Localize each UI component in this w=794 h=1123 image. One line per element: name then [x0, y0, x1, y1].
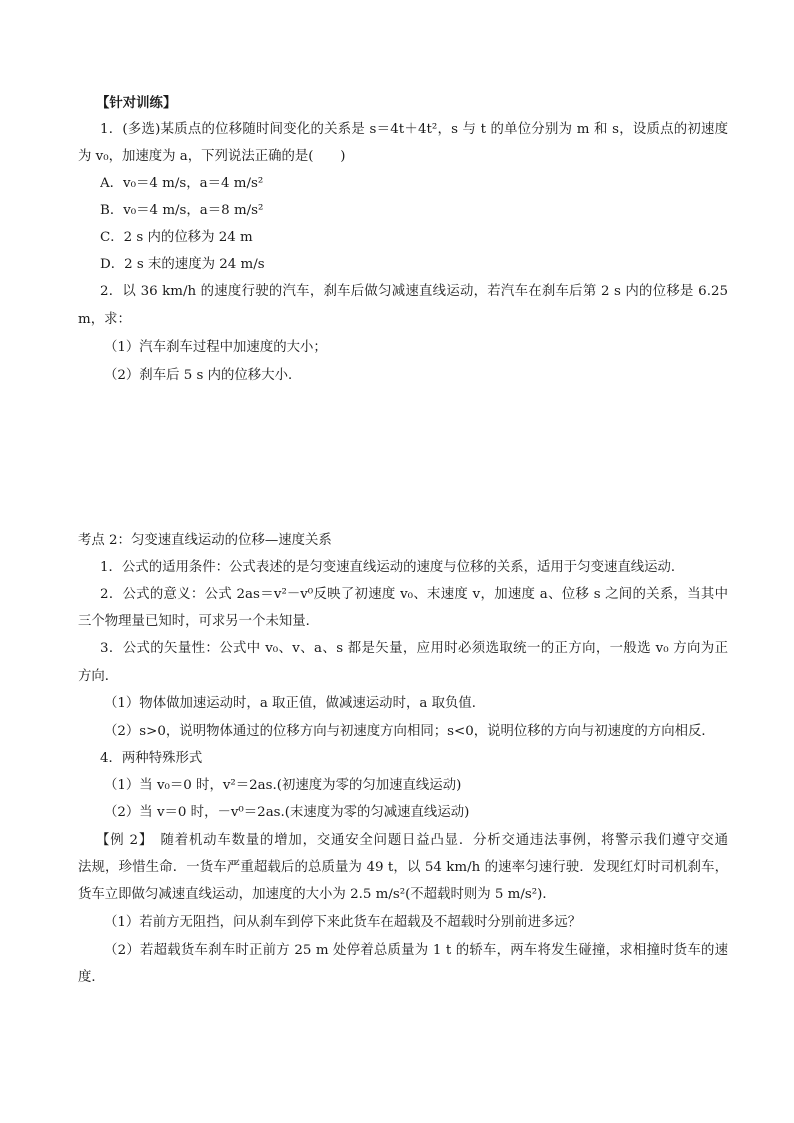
q2-stem-line2: m，求： — [78, 312, 131, 327]
section-heading-practice: 【针对训练】 — [96, 95, 177, 111]
kp2-p4-sub1: （1）当 v₀＝0 时，v²＝2as.(初速度为零的匀加速直线运动) — [104, 778, 462, 793]
kp2-p3-sub2: （2）s>0，说明物体通过的位移方向与初速度方向相同；s<0，说明位移的方向与初速度的方向相反． — [104, 724, 715, 739]
q2-stem-line1: 2．以 36 km/h 的速度行驶的汽车，刹车后做匀减速直线运动，若汽车在刹车后第 2 s 内的位移是 6.25 — [100, 284, 728, 299]
example2-line3: 货车立即做匀减速直线运动，加速度的大小为 2.5 m/s²(不超载时则为 5 m/s²)． — [78, 887, 556, 902]
kp2-p3-sub1: （1）物体做加速运动时，a 取正值，做减速运动时，a 取负值． — [104, 696, 486, 711]
kp2-p3-line1: 3．公式的矢量性：公式中 v₀、v、a、s 都是矢量，应用时必须选取统一的正方向，一般选 v₀ 方向为正 — [100, 641, 728, 656]
kp2-p2-line1: 2．公式的意义：公式 2as＝v²－v⁰反映了初速度 v₀、末速度 v，加速度 a、位移 s 之间的关系，当其中 — [100, 587, 728, 602]
kp2-p4: 4．两种特殊形式 — [100, 751, 203, 766]
kp2-p4-sub2: （2）当 v＝0 时，－v⁰＝2as.(末速度为零的匀减速直线运动) — [104, 805, 470, 820]
q1-stem-line1: 1．(多选)某质点的位移随时间变化的关系是 s＝4t＋4t²，s 与 t 的单位分别为 m 和 s，设质点的初速度 — [100, 122, 728, 137]
q1-option-a: A．v₀＝4 m/s，a＝4 m/s² — [100, 176, 264, 191]
example2-line2: 法规，珍惜生命．一货车严重超载后的总质量为 49 t，以 54 km/h 的速率匀速行驶．发现红灯时司机刹车， — [78, 860, 728, 875]
example2-line1: 【例 2】 随着机动车数量的增加，交通安全问题日益凸显．分析交通违法事例，将警示我们遵守交通 — [96, 833, 728, 848]
example2-sub1: （1）若前方无阻挡，问从刹车到停下来此货车在超载及不超载时分别前进多远？ — [104, 915, 582, 930]
kp2-p2-line2: 三个物理量已知时，可求另一个未知量． — [78, 614, 320, 629]
kp2-p3-line2: 方向． — [78, 669, 119, 684]
q2-sub2: （2）刹车后 5 s 内的位移大小． — [104, 368, 302, 383]
q1-option-c: C．2 s 内的位移为 24 m — [100, 230, 253, 245]
q1-stem-line2: 为 v₀，加速度为 a，下列说法正确的是( ) — [78, 149, 346, 164]
section-heading-kp2: 考点 2：匀变速直线运动的位移—速度关系 — [78, 533, 332, 548]
example2-sub2-line2: 度． — [78, 970, 105, 985]
example2-sub2-line1: （2）若超载货车刹车时正前方 25 m 处停着总质量为 1 t 的轿车，两车将发生碰撞，求相撞时货车的速 — [104, 943, 728, 958]
kp2-p1: 1．公式的适用条件：公式表述的是匀变速直线运动的速度与位移的关系，适用于匀变速直线运动． — [100, 560, 685, 575]
q1-option-d: D．2 s 末的速度为 24 m/s — [100, 257, 265, 272]
q2-sub1: （1）汽车刹车过程中加速度的大小； — [104, 340, 327, 355]
q1-option-b: B．v₀＝4 m/s，a＝8 m/s² — [100, 203, 264, 218]
